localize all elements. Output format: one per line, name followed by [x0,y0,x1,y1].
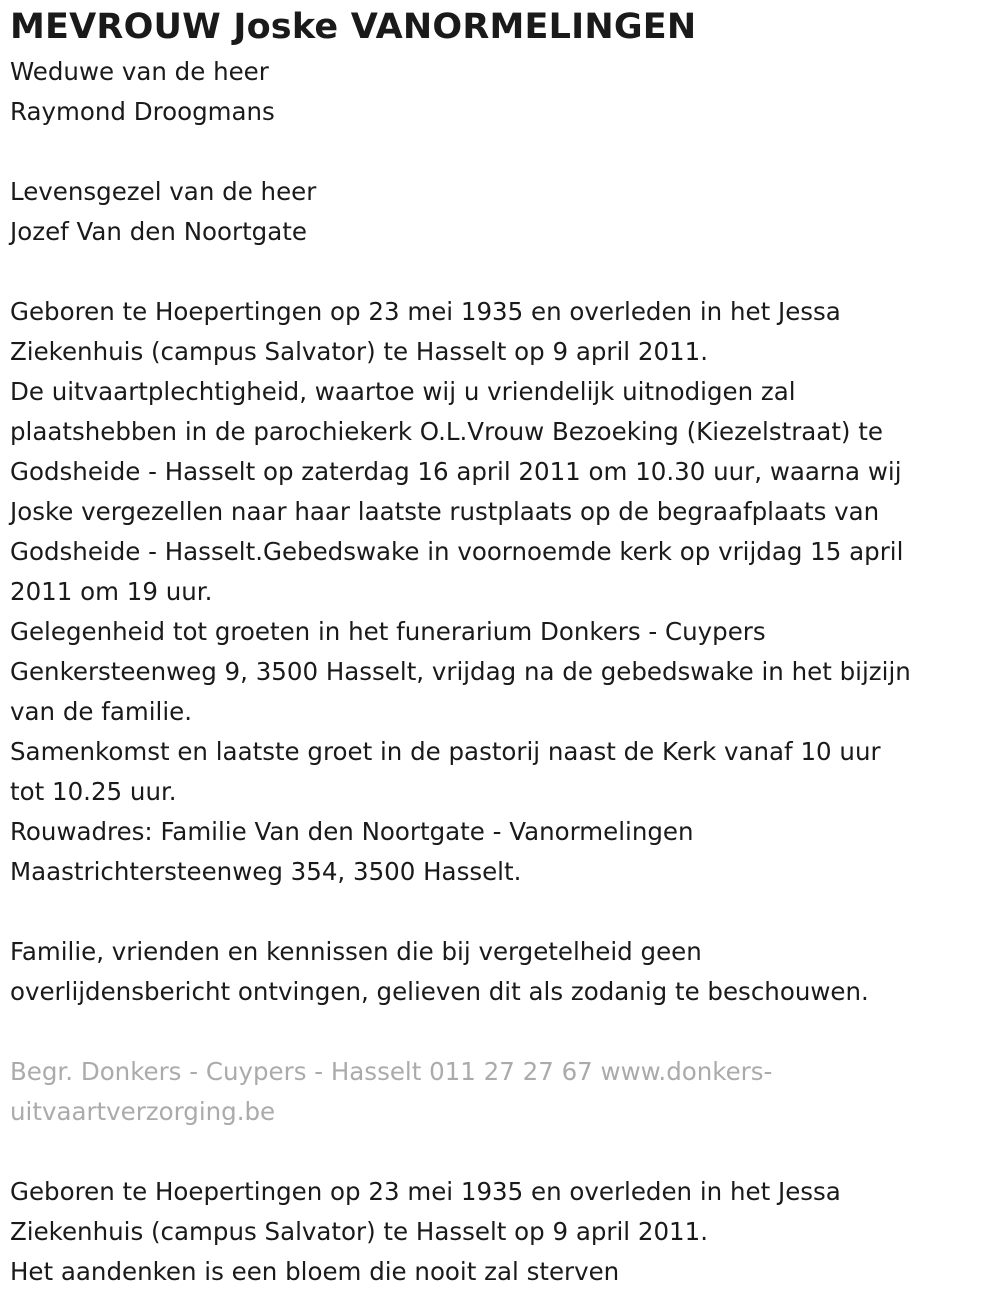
announcement-line: Joske vergezellen naar haar laatste rustplaats op de begraafplaats van [10,497,880,526]
spacer [10,132,990,172]
notice-block [10,932,990,1012]
funeral-home-line: Begr. Donkers - Cuypers - Hasselt 011 27 27 67 www.donkers- [10,1057,773,1086]
funeral-home-block [10,1052,990,1132]
announcement-line: tot 10.25 uur. [10,777,177,806]
notice-line: Familie, vrienden en kennissen die bij vergetelheid geen [10,937,702,966]
announcement-line: De uitvaartplechtigheid, waartoe wij u vriendelijk uitnodigen zal [10,377,796,406]
announcement-line: 2011 om 19 uur. [10,577,213,606]
announcement-line: Ziekenhuis (campus Salvator) te Hasselt op 9 april 2011. [10,337,709,366]
announcement-line: Samenkomst en laatste groet in de pastorij naast de Kerk vanaf 10 uur [10,737,881,766]
announcement-line: Geboren te Hoepertingen op 23 mei 1935 en overleden in het Jessa [10,297,841,326]
closing-line: Het aandenken is een bloem die nooit zal sterven [10,1257,620,1286]
announcement-line: van de familie. [10,697,193,726]
announcement-line: Godsheide - Hasselt.Gebedswake in voornoemde kerk op vrijdag 15 april [10,537,904,566]
relations-block [10,52,990,252]
spacer [10,1132,990,1172]
relation-line: Weduwe van de heer [10,57,269,86]
spacer [10,252,990,292]
relation-line: Jozef Van den Noortgate [10,217,307,246]
closing-line: Geboren te Hoepertingen op 23 mei 1935 en overleden in het Jessa [10,1177,841,1206]
announcement-line: Rouwadres: Familie Van den Noortgate - Vanormelingen [10,817,694,846]
relation-line: Raymond Droogmans [10,97,275,126]
spacer [10,1012,990,1052]
funeral-home-line: uitvaartverzorging.be [10,1097,276,1126]
notice-line: overlijdensbericht ontvingen, gelieven dit als zodanig te beschouwen. [10,977,869,1006]
announcement-line: plaatshebben in de parochiekerk O.L.Vrouw Bezoeking (Kiezelstraat) te [10,417,883,446]
announcement-line: Genkersteenweg 9, 3500 Hasselt, vrijdag na de gebedswake in het bijzijn [10,657,911,686]
announcement-line: Maastrichtersteenweg 354, 3500 Hasselt. [10,857,522,886]
announcement-line: Gelegenheid tot groeten in het funerarium Donkers - Cuypers [10,617,766,646]
announcement-block [10,292,990,892]
relation-line: Levensgezel van de heer [10,177,317,206]
closing-line: Ziekenhuis (campus Salvator) te Hasselt op 9 april 2011. [10,1217,709,1246]
deceased-name-heading: MEVROUW Joske VANORMELINGEN [10,7,697,47]
obituary-page [0,2,1000,1306]
spacer [10,892,990,932]
closing-block [10,1172,990,1292]
announcement-line: Godsheide - Hasselt op zaterdag 16 april 2011 om 10.30 uur, waarna wij [10,457,902,486]
